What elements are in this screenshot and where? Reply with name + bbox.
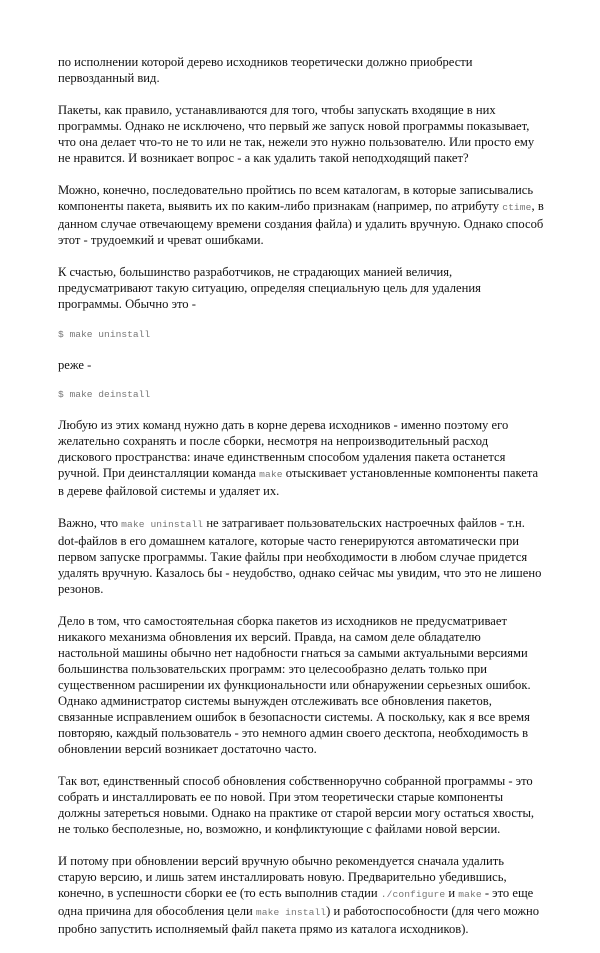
inline-code-make-uninstall: make uninstall (121, 519, 204, 530)
paragraph-7-text-b: не затрагивает пользовательских настроечных файлов - т.н. dot-файлов в его домашнем каталоге, которые часто генерируются автоматически при первом запуске программы. Такие файлы при необходимости в любом случае придется удалять вручную. Казалось бы - неудобство, однако сейчас мы увидим, что это не лишено резонов. (58, 516, 542, 596)
paragraph-10 (58, 853, 544, 937)
paragraph-10-text-c: - это еще одна причина для обособления цели (58, 886, 534, 918)
inline-code-make-install: make install (255, 907, 327, 918)
paragraph-3-text-b: , в данном случае отвечающему времени создания файла) и удалить вручную. Однако способ этот - трудоемкий и чреват ошибками. (58, 199, 544, 247)
paragraph-3 (58, 182, 544, 248)
paragraph-6 (58, 417, 544, 499)
paragraph-6-text-b: отыскивает установленные компоненты пакета в дереве файловой системы и удаляет их. (58, 466, 539, 498)
paragraph-10-text-a: И потому при обновлении версий вручную обычно рекомендуется сначала удалить старую версию, и лишь затем инсталлировать новую. Предварительно убедившись, конечно, в успешности сборки ее (то есть выполнив стадии (58, 854, 507, 900)
paragraph-2: Пакеты, как правило, устанавливаются для того, чтобы запускать входящие в них программы. Однако не исключено, что первый же запуск новой программы показывает, что она делает что-то не то или не так, нежели это нужно пользователю. Или просто ему не нравится. И возникает вопрос - а как удалить такой неподходящий пакет? (58, 103, 535, 165)
paragraph-3-text-a: Можно, конечно, последовательно пройтись по всем каталогам, в которые записывались компоненты пакета, выявить их по каким-либо признакам (например, по атрибуту (58, 183, 534, 213)
paragraph-6-text-a: Любую из этих команд нужно дать в корне дерева исходников - именно поэтому его желательно сохранять и после сборки, несмотря на непроизводительный расход дискового пространства: иначе единственным способом удаления пакета останется ручной. При деинсталляции команда (58, 418, 509, 480)
paragraph-7-text-a: Важно, что (58, 516, 122, 530)
paragraph-8: Дело в том, что самостоятельная сборка пакетов из исходников не предусматривает никакого механизма обновления их версий. Правда, на самом деле обладателю настольной машины обычно нет надобности гнаться за самыми актуальными версиями большинства пользовательских программ: это целесообразно делать только при существенном расширении их функциональности или обнаружении серьезных ошибок. Однако администратор системы вынужден отслеживать все обновления пакетов, связанные исправлением ошибок в безопасности системы. А поскольку, как я все время повторяю, каждый пользователь - это немного админ своего десктопа, необходимость в обновлении версий возникает достаточно часто. (58, 614, 531, 756)
code-make-deinstall: $ make deinstall (58, 389, 151, 400)
inline-code-ctime: ctime (502, 202, 532, 213)
paragraph-4: К счастью, большинство разработчиков, не страдающих манией величия, предусматривают такую ситуацию, определяя специальную цель для удаления программы. Обычно это - (58, 265, 481, 311)
paragraph-10-text-b: и (445, 886, 459, 900)
paragraph-7 (58, 515, 544, 597)
paragraph-5: реже - (58, 358, 92, 372)
inline-code-configure: ./configure (380, 889, 446, 900)
paragraph-1: по исполнении которой дерево исходников теоретически должно приобрести первозданный вид. (58, 55, 473, 85)
document-page (58, 54, 544, 953)
paragraph-9: Так вот, единственный способ обновления собственноручно собранной программы - это собрать и инсталлировать ее по новой. При этом теоретически старые компоненты должны затереться новыми. Однако на практике от старой версии могу остаться хвосты, не только бесполезные, но, возможно, и конфликтующие с файлами новой версии. (58, 774, 535, 836)
inline-code-make-2: make (458, 889, 482, 900)
code-make-uninstall: $ make uninstall (58, 329, 151, 340)
inline-code-make: make (259, 469, 283, 480)
paragraph-10-text-d: ) и работоспособности (для чего можно пробно запустить исполняемый файл пакета прямо из каталога исходников). (58, 904, 540, 936)
